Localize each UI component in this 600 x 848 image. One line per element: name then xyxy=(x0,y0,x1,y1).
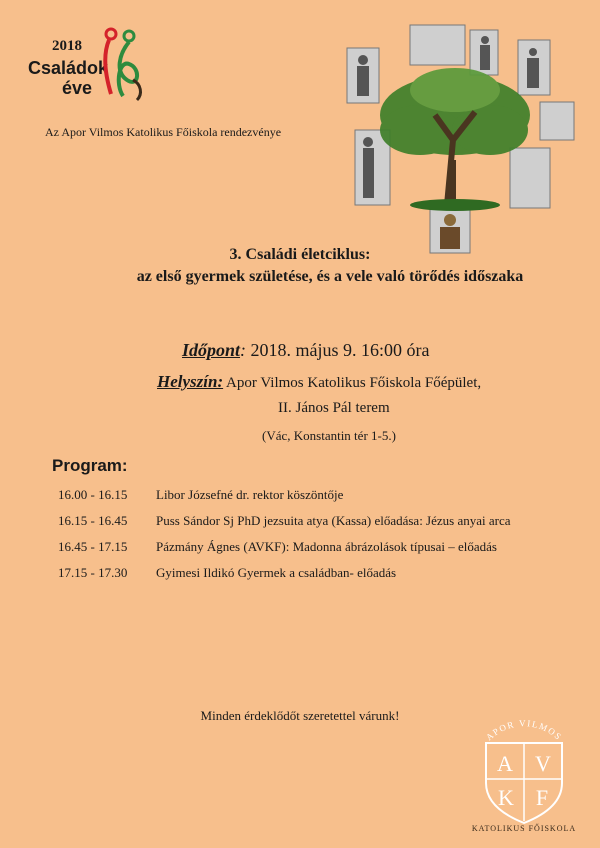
logo-word-eve: éve xyxy=(62,78,93,98)
event-title-line1: 3. Családi életciklus: xyxy=(229,246,371,263)
program-text: Puss Sándor Sj PhD jezsuita atya (Kassa) előadása: Jézus anyai arca xyxy=(156,513,511,528)
program-heading: Program: xyxy=(52,456,128,475)
family-tree-illustration xyxy=(335,20,580,255)
event-title-line2: az első gyermek születése, és a vele való törődés időszaka xyxy=(136,268,524,285)
program-text: Gyimesi Ildikó Gyermek a családban- előadás xyxy=(156,565,397,580)
program-text: Pázmány Ágnes (AVKF): Madonna ábrázolások típusai – előadás xyxy=(156,539,497,554)
event-location xyxy=(157,372,481,392)
program-item xyxy=(58,539,598,555)
seal-letter-k: K xyxy=(498,785,514,810)
program-text: Libor Józsefné dr. rektor köszöntője xyxy=(156,487,344,502)
location-hall: II. János Pál terem xyxy=(278,400,390,416)
program-time: 16.15 - 16.45 xyxy=(58,513,128,528)
location-address: (Vác, Konstantin tér 1-5.) xyxy=(262,428,396,443)
location-value: Apor Vilmos Katolikus Főiskola Főépület, xyxy=(223,375,482,391)
seal-top-text: APOR VILMOS xyxy=(483,718,565,743)
logo-word-csaladok: Családok xyxy=(28,58,109,78)
time-value: 2018. május 9. 16:00 óra xyxy=(246,340,430,360)
organizer-text: Az Apor Vilmos Katolikus Főiskola rendezvénye xyxy=(45,125,282,139)
logo-year: 2018 xyxy=(52,38,82,54)
program-item xyxy=(58,565,598,581)
time-colon: : xyxy=(240,340,247,360)
program-item xyxy=(58,513,598,529)
program-item xyxy=(58,487,598,503)
svg-text:APOR VILMOS xyxy=(484,718,564,742)
seal-letter-f: F xyxy=(535,785,549,810)
program-time: 17.15 - 17.30 xyxy=(58,565,128,580)
seal-bottom-text: KATOLIKUS FŐISKOLA xyxy=(471,824,577,833)
time-label: Időpont xyxy=(182,340,241,360)
avkf-seal-logo xyxy=(464,713,584,833)
event-time xyxy=(182,340,430,361)
program-time: 16.45 - 17.15 xyxy=(58,539,128,554)
family-year-logo-icon xyxy=(101,24,146,102)
seal-letter-a: A xyxy=(497,751,513,776)
program-time: 16.00 - 16.15 xyxy=(58,487,128,502)
seal-letter-v: V xyxy=(535,751,551,776)
location-label: Helyszín: xyxy=(157,372,224,391)
invitation-footer: Minden érdeklődőt szeretettel várunk! xyxy=(200,708,400,723)
